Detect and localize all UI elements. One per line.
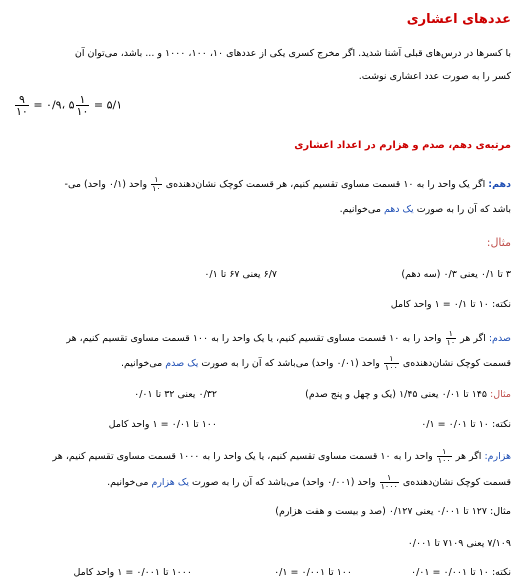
hundredth-line-2 — [121, 355, 511, 372]
tenth-line-1 — [65, 176, 511, 193]
thousandth-example-1: مثال: ۱۲۷ تا ۰/۰۰۱ یعنی ۰/۱۲۷ (صد و بیست و هفت هزارم) — [275, 506, 511, 517]
formula-eq-1: = ۰/۹، — [33, 98, 66, 112]
thousandth-line-1 — [53, 448, 511, 465]
hundredth-example-label: مثال: — [490, 389, 511, 400]
hundredth-example-b: ۰/۳۲ یعنی ۳۲ تا ۰/۰۱ — [134, 389, 217, 400]
thousandth-example-2: ۷/۱۰۹ یعنی ۷۱۰۹ تا ۰/۰۰۱ — [407, 538, 511, 549]
hundredth-line-1 — [66, 330, 511, 347]
tenth-text-d: می‌خوانیم. — [339, 204, 381, 215]
hundredth-note-a: نکته: ۱۰ تا ۰/۰۱ = ۰/۱ — [421, 419, 511, 430]
tenth-note: نکته: ۱۰ تا ۰/۱ = ۱ واحد کامل — [390, 299, 511, 310]
thousandth-term: یک هزارم — [151, 477, 189, 488]
section-heading: مرتبه‌ی دهم، صدم و هزارم در اعداد اعشاری — [294, 140, 511, 151]
tenth-text-c: باشد که آن را به صورت — [416, 204, 511, 215]
hundredth-text-d: واحد (۰/۰۱ واحد) می‌باشد که آن را به صورت — [201, 358, 380, 369]
hundredth-text-e: می‌خوانیم. — [120, 358, 163, 369]
thousandth-label: هزارم: — [484, 451, 511, 462]
tenth-fraction: $\frac{۱}{۱۰}$ — [152, 175, 161, 193]
tenth-term: یک دهم — [383, 204, 414, 215]
thousandth-line-2 — [107, 474, 511, 491]
thousandth-fraction-2: $\frac{۱}{۱۰۰۰}$ — [380, 473, 398, 491]
formula — [14, 94, 122, 117]
hundredth-example-a-text: ۱۴۵ تا ۰/۰۱ یعنی ۱/۴۵ (یک و چهل و پنج صدم) — [305, 389, 488, 400]
thousandth-text-d: واحد (۰/۰۰۱ واحد) می‌باشد که آن را به صورت — [192, 477, 376, 488]
hundredth-example-a — [305, 388, 511, 402]
hundredth-note-b: ۱۰۰ تا ۰/۰۱ = ۱ واحد کامل — [108, 419, 217, 430]
thousandth-note-c: ۱۰۰۰ تا ۰/۰۰۱ = ۱ واحد کامل — [73, 567, 192, 578]
formula-fraction-2: $\frac{۱}{۱۰}$ — [76, 93, 89, 118]
tenth-text-a: اگر یک واحد را به ۱۰ قسمت مساوی تقسیم کنیم، هر قسمت کوچک نشان‌دهنده‌ی — [165, 179, 486, 190]
intro-line-2: کسر را به صورت عدد اعشاری نوشت. — [358, 71, 511, 82]
thousandth-note-a: نکته: ۱۰ تا ۰/۰۰۱ = ۰/۰۱ — [410, 567, 511, 578]
thousandth-note-b: ۱۰۰ تا ۰/۰۰۱ = ۰/۱ — [274, 567, 352, 578]
thousandth-text-e: می‌خوانیم. — [107, 477, 149, 488]
hundredth-fraction-1: $\frac{۱}{۱۰}$ — [446, 329, 456, 347]
tenth-example-label: مثال: — [486, 236, 511, 249]
tenth-line-2 — [340, 203, 511, 217]
tenth-example-b: ۶/۷ یعنی ۶۷ تا ۰/۱ — [204, 269, 277, 280]
tenth-label: دهم: — [488, 179, 511, 190]
formula-whole: ۵ — [68, 98, 75, 112]
hundredth-fraction-2: $\frac{۱}{۱۰۰}$ — [384, 354, 398, 372]
thousandth-text-a: اگر هر — [455, 451, 482, 462]
thousandth-text-c: قسمت کوچک نشان‌دهنده‌ی — [402, 477, 511, 488]
hundredth-label: صدم: — [488, 333, 511, 344]
tenth-text-b: واحد (۰/۱ واحد) می- — [64, 179, 148, 190]
tenth-example-a: ۳ تا ۰/۱ یعنی ۰/۳ (سه دهم) — [401, 269, 511, 280]
hundredth-text-b: واحد را به ۱۰ قسمت مساوی تقسیم کنیم، یا یک واحد را به ۱۰۰ قسمت مساوی تقسیم کنیم، هر — [66, 333, 442, 344]
formula-eq-2: = ۵/۱ — [93, 98, 123, 112]
intro-line-1: با کسرها در درس‌های قبلی آشنا شدید. اگر مخرج کسری یکی از عددهای ۱۰، ۱۰۰، ۱۰۰۰ و ... باشد، می‌توان آن — [74, 48, 511, 59]
hundredth-term: یک صدم — [165, 358, 199, 369]
hundredth-text-c: قسمت کوچک نشان‌دهنده‌ی — [402, 358, 511, 369]
thousandth-fraction-1: $\frac{۱}{۱۰۰}$ — [437, 447, 451, 465]
thousandth-text-b: واحد را به ۱۰ قسمت مساوی تقسیم کنیم، یا یک واحد را به ۱۰۰۰ قسمت مساوی تقسیم کنیم، هر — [52, 451, 433, 462]
formula-fraction-1: $\frac{۹}{۱۰}$ — [16, 93, 28, 118]
hundredth-text-a: اگر هر — [460, 333, 486, 344]
page-title: عددهای اعشاری — [406, 12, 511, 27]
